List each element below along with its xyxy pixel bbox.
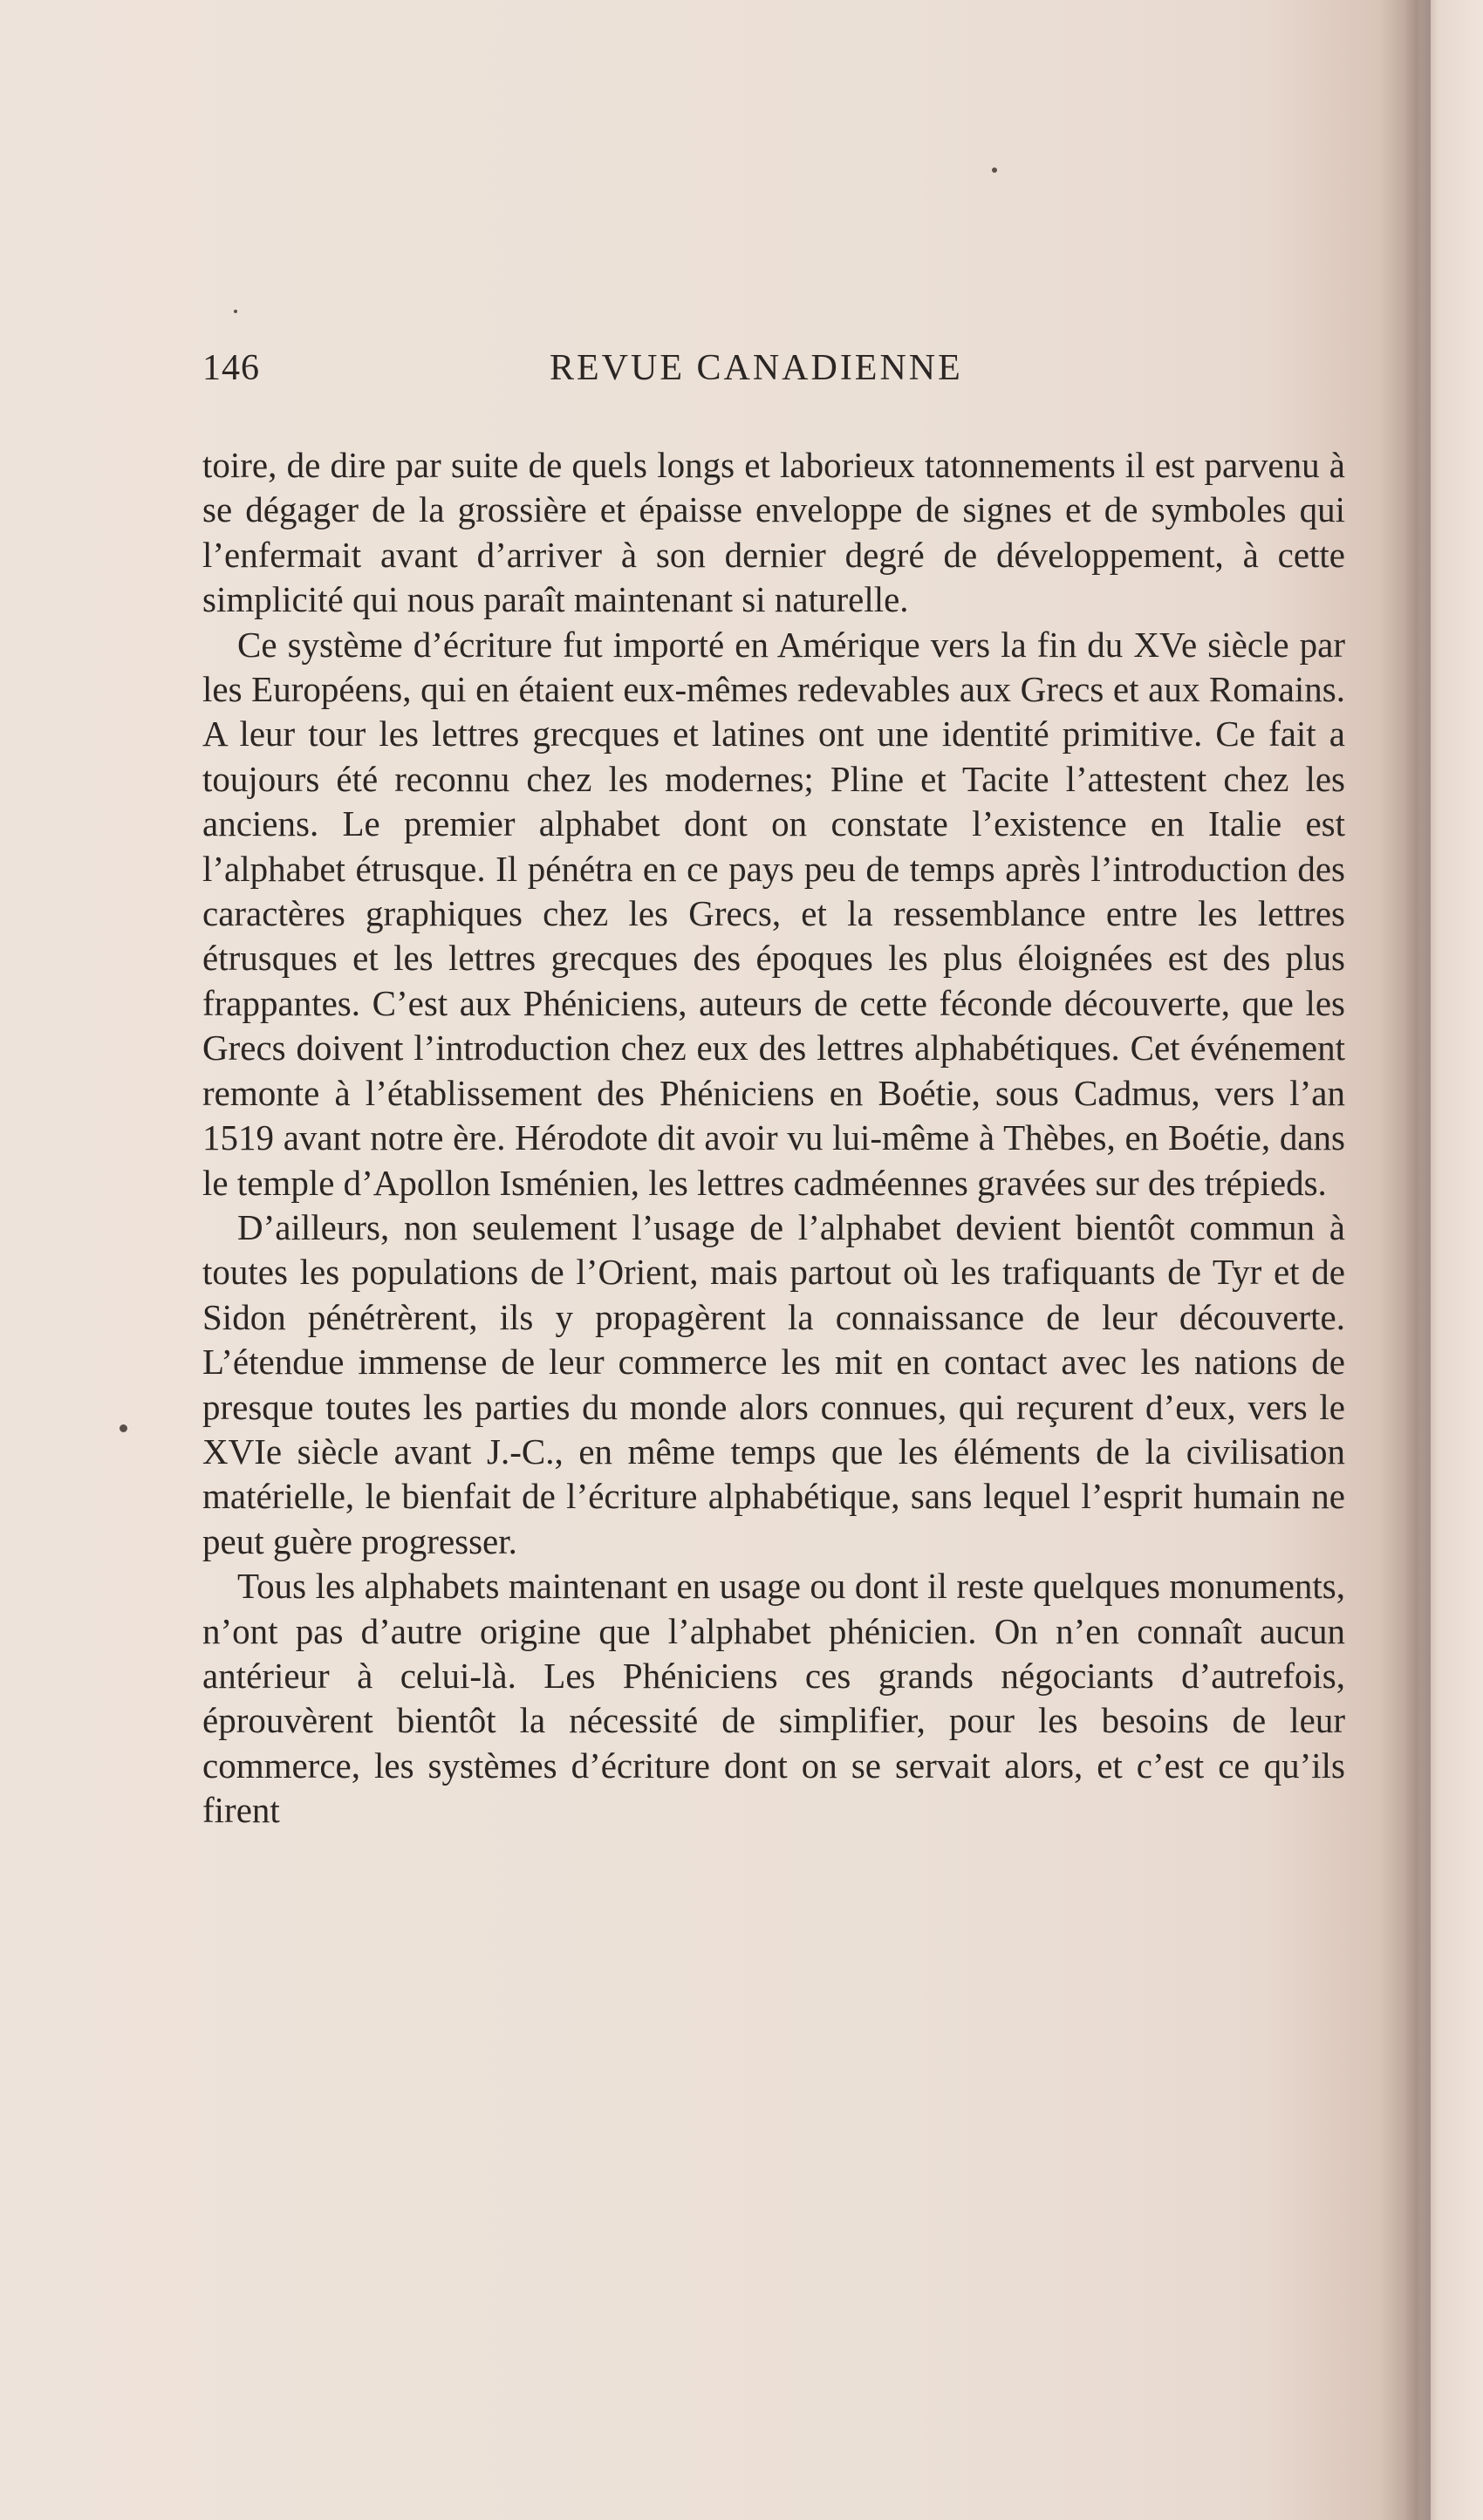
paper-speck: [992, 167, 997, 173]
paragraph-continuation: toire, de dire par suite de quels longs et laborieux tatonnements il est parvenu à se dégager de la grossière et épaisse enveloppe de signes et de symboles qui l’enfermait avant d’arriver à son dernier degré de développement, à cette simplicité qui nous paraît maintenant si naturelle.: [202, 445, 1345, 620]
paragraph-phoenician-trade: D’ailleurs, non seulement l’usage de l’alphabet devient bientôt commun à toutes les populations de l’Orient, mais partout où les trafiquants de Tyr et de Sidon pénétrèrent, ils y propagèrent la connaissance de leur découverte. L’étendue immense de leur commerce les mit en contact avec les nations de presque toutes les parties du monde alors connues, qui reçurent d’eux, vers le XVIe siècle avant J.-C., en même temps que les éléments de la civilisation matérielle, le bienfait de l’écriture alphabétique, sans lequel l’esprit humain ne peut guère progresser.: [202, 1206, 1345, 1561]
paper-speck: [120, 1424, 127, 1432]
page-number: 146: [202, 348, 260, 388]
body-text: [202, 443, 1345, 1834]
running-title: REVUE CANADIENNE: [550, 348, 963, 388]
paragraph-alphabet-origin: Tous les alphabets maintenant en usage ou dont il reste quelques monuments, n’ont pas d’autre origine que l’alphabet phénicien. On n’en connaît aucun antérieur à celui-là. Les Phéniciens ces grands négociants d’autrefois, éprouvèrent bientôt la nécessité de simplifier, pour les besoins de leur commerce, les systèmes d’écriture dont on se servait alors, et c’est ce qu’ils firent: [202, 1566, 1345, 1831]
running-header: [202, 347, 1345, 400]
page-gutter-shadow: [1404, 0, 1431, 2520]
paragraph-writing-system: Ce système d’écriture fut importé en Amérique vers la fin du XVe siècle par les Européens, qui en étaient eux-mêmes redevables aux Grecs et aux Romains. A leur tour les lettres grecques et latines ont une identité primitive. Ce fait a toujours été reconnu chez les modernes; Pline et Tacite l’attestent chez les anciens. Le premier alphabet dont on constate l’existence en Italie est l’alphabet étrusque. Il pénétra en ce pays peu de temps après l’introduction des caractères graphiques chez les Grecs, et la ressemblance entre les lettres étrusques et les lettres grecques des époques les plus éloignées est des plus frappantes. C’est aux Phéniciens, auteurs de cette féconde découverte, que les Grecs doivent l’introduction chez eux des lettres alphabétiques. Cet événement remonte à l’établissement des Phéniciens en Boétie, sous Cadmus, vers l’an 1519 avant notre ère. Hérodote dit avoir vu lui-même à Thèbes, en Boétie, dans le temple d’Apollon Isménien, les lettres cadméennes gravées sur des trépieds.: [202, 624, 1345, 1203]
paper-speck: [234, 310, 237, 313]
